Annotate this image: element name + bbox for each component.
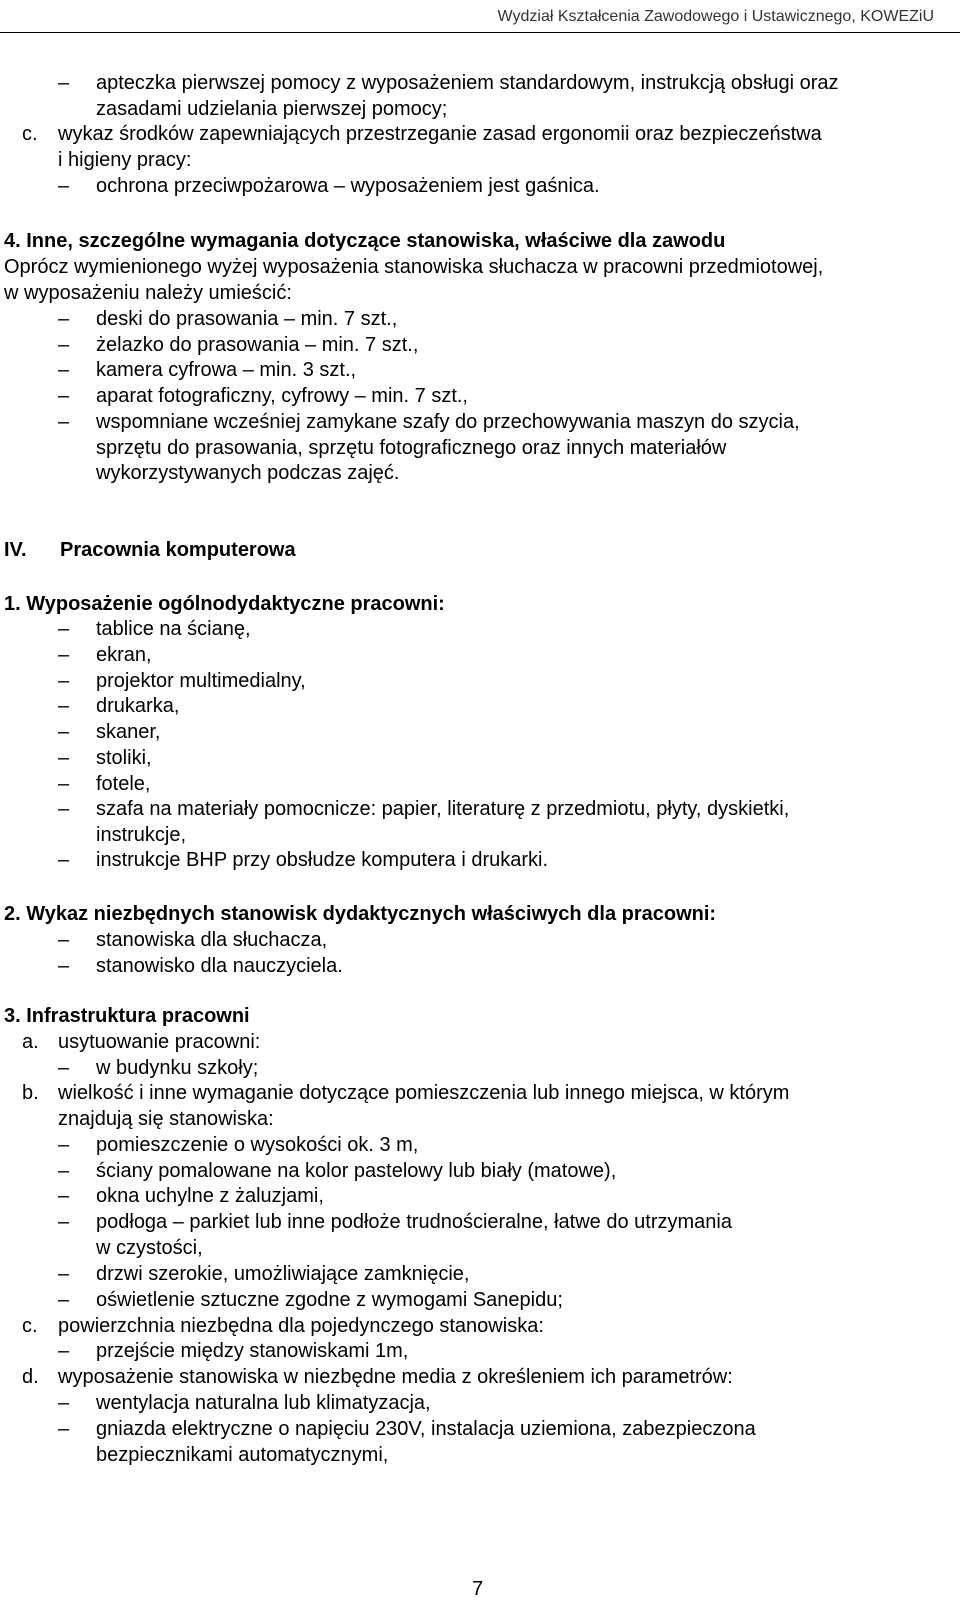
list-item: podłoga – parkiet lub inne podłoże trudnościeralne, łatwe do utrzymania (96, 1211, 732, 1233)
list-dash: – (58, 1340, 70, 1362)
list-item-continuation: w czystości, (96, 1237, 203, 1259)
list-item: fotele, (96, 773, 151, 795)
list-item: aparat fotograficzny, cyfrowy – min. 7 szt., (96, 385, 468, 407)
list-dash: – (58, 411, 70, 433)
list-item: wykaz środków zapewniających przestrzeganie zasad ergonomii oraz bezpieczeństwa (58, 123, 822, 145)
list-dash: – (58, 1211, 70, 1233)
running-header: Wydział Kształcenia Zawodowego i Ustawicznego, KOWEZiU (497, 8, 934, 25)
list-item-continuation: wykorzystywanych podczas zajęć. (96, 462, 400, 484)
list-item: wentylacja naturalna lub klimatyzacja, (96, 1392, 431, 1414)
list-item: ekran, (96, 644, 152, 666)
list-marker: c. (22, 1315, 38, 1337)
list-dash: – (58, 175, 70, 197)
list-item: stanowisko dla nauczyciela. (96, 955, 343, 977)
list-item: projektor multimedialny, (96, 670, 306, 692)
header-divider (0, 32, 960, 33)
list-item: żelazko do prasowania – min. 7 szt., (96, 334, 419, 356)
list-item: w budynku szkoły; (96, 1057, 259, 1079)
list-item: oświetlenie sztuczne zgodne z wymogami Sanepidu; (96, 1289, 563, 1311)
chapter-title: Pracownia komputerowa (60, 539, 296, 561)
list-dash: – (58, 1392, 70, 1414)
list-item: usytuowanie pracowni: (58, 1031, 261, 1053)
section-heading: 4. Inne, szczególne wymagania dotyczące stanowiska, właściwe dla zawodu (4, 230, 726, 252)
section-heading: 2. Wykaz niezbędnych stanowisk dydaktycznych właściwych dla pracowni: (4, 903, 717, 925)
list-dash: – (58, 1263, 70, 1285)
list-marker: c. (22, 123, 38, 145)
list-item: ochrona przeciwpożarowa – wyposażeniem jest gaśnica. (96, 175, 600, 197)
list-item: apteczka pierwszej pomocy z wyposażeniem standardowym, instrukcją obsługi oraz (96, 72, 839, 94)
section-heading: 1. Wyposażenie ogólnodydaktyczne pracowni: (4, 593, 445, 615)
page-number: 7 (472, 1578, 484, 1600)
list-dash: – (58, 1185, 70, 1207)
list-dash: – (58, 1289, 70, 1311)
list-dash: – (58, 1057, 70, 1079)
list-dash: – (58, 670, 70, 692)
list-marker: d. (22, 1366, 39, 1388)
list-item: przejście między stanowiskami 1m, (96, 1340, 409, 1362)
list-item: pomieszczenie o wysokości ok. 3 m, (96, 1134, 419, 1156)
section-heading: 3. Infrastruktura pracowni (4, 1005, 250, 1027)
list-dash: – (58, 1160, 70, 1182)
list-item: drzwi szerokie, umożliwiające zamknięcie, (96, 1263, 470, 1285)
list-dash: – (58, 773, 70, 795)
list-dash: – (58, 747, 70, 769)
list-item: okna uchylne z żaluzjami, (96, 1185, 324, 1207)
list-item: powierzchnia niezbędna dla pojedynczego stanowiska: (58, 1315, 544, 1337)
list-dash: – (58, 308, 70, 330)
list-item: kamera cyfrowa – min. 3 szt., (96, 359, 357, 381)
list-item: deski do prasowania – min. 7 szt., (96, 308, 398, 330)
list-item: stoliki, (96, 747, 152, 769)
list-dash: – (58, 1418, 70, 1440)
list-item: drukarka, (96, 695, 180, 717)
list-item: ściany pomalowane na kolor pastelowy lub biały (matowe), (96, 1160, 617, 1182)
list-dash: – (58, 849, 70, 871)
list-item: stanowiska dla słuchacza, (96, 929, 328, 951)
paragraph: Oprócz wymienionego wyżej wyposażenia stanowiska słuchacza w pracowni przedmiotowej, (4, 256, 824, 278)
list-marker: b. (22, 1082, 39, 1104)
list-dash: – (58, 644, 70, 666)
list-dash: – (58, 334, 70, 356)
list-dash: – (58, 359, 70, 381)
list-dash: – (58, 695, 70, 717)
list-dash: – (58, 1134, 70, 1156)
paragraph: w wyposażeniu należy umieścić: (4, 282, 292, 304)
list-item-continuation: bezpiecznikami automatycznymi, (96, 1444, 389, 1466)
list-dash: – (58, 721, 70, 743)
list-dash: – (58, 955, 70, 977)
list-item: szafa na materiały pomocnicze: papier, literaturę z przedmiotu, płyty, dyskietki, (96, 798, 790, 820)
list-item-continuation: zasadami udzielania pierwszej pomocy; (96, 98, 448, 120)
chapter-number: IV. (4, 539, 27, 561)
list-dash: – (58, 385, 70, 407)
list-item: wielkość i inne wymaganie dotyczące pomieszczenia lub innego miejsca, w którym (58, 1082, 790, 1104)
list-item: instrukcje BHP przy obsłudze komputera i drukarki. (96, 849, 549, 871)
list-item-continuation: sprzętu do prasowania, sprzętu fotograficznego oraz innych materiałów (96, 437, 727, 459)
list-item: wyposażenie stanowiska w niezbędne media z określeniem ich parametrów: (58, 1366, 733, 1388)
list-dash: – (58, 72, 70, 94)
list-dash: – (58, 798, 70, 820)
list-item: skaner, (96, 721, 161, 743)
list-item-continuation: instrukcje, (96, 824, 187, 846)
list-dash: – (58, 618, 70, 640)
list-item: wspomniane wcześniej zamykane szafy do przechowywania maszyn do szycia, (96, 411, 800, 433)
list-item-continuation: znajdują się stanowiska: (58, 1108, 274, 1130)
list-item: tablice na ścianę, (96, 618, 251, 640)
list-marker: a. (22, 1031, 39, 1053)
list-item-continuation: i higieny pracy: (58, 149, 192, 171)
list-dash: – (58, 929, 70, 951)
list-item: gniazda elektryczne o napięciu 230V, instalacja uziemiona, zabezpieczona (96, 1418, 756, 1440)
